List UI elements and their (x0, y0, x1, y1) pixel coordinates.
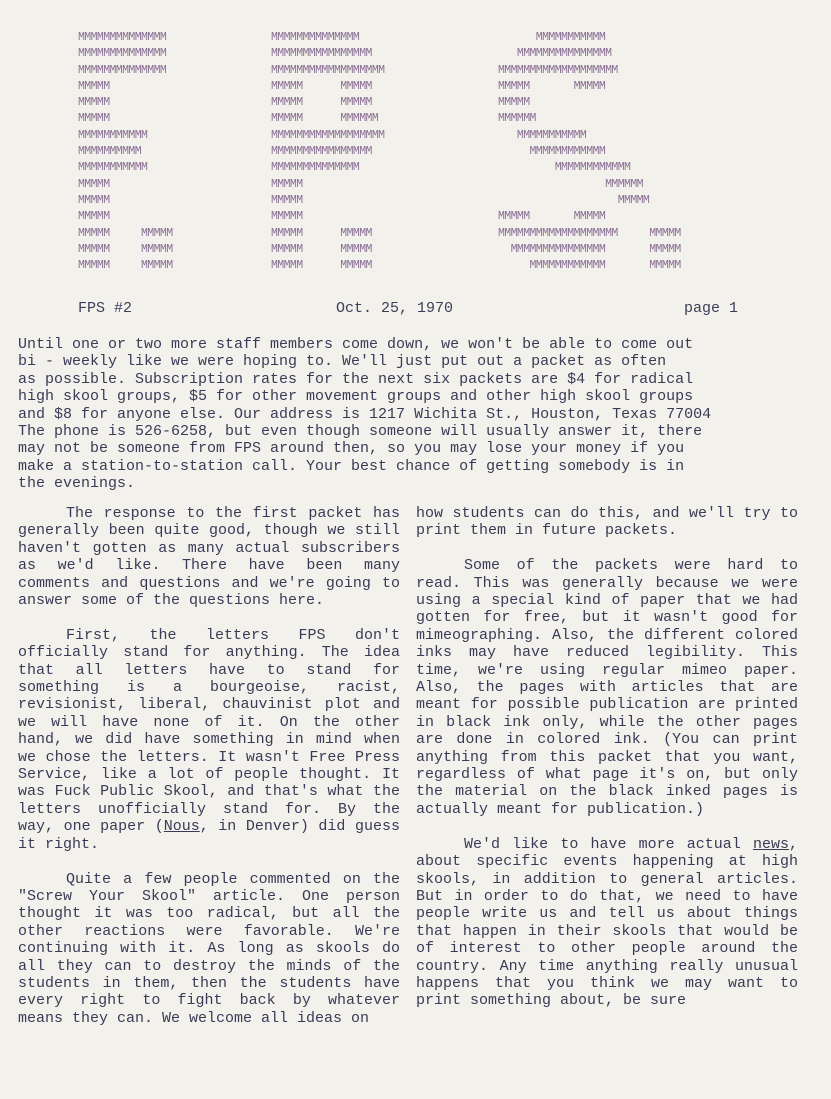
masthead-row: MMMMM (78, 79, 110, 93)
nous-paper-name: Nous (163, 818, 200, 836)
masthead-row: MMMMM MMMMM (271, 242, 372, 256)
masthead-row: MMMMM (78, 193, 110, 207)
masthead-row: MMMMMMMMMMMMMMMMMM (271, 128, 385, 142)
screw-your-skool-paragraph: Quite a few people commented on the "Screw Your Skool" article. One person thought it was too radical, but all the other reactions were favorable. We're continuing with it. As long as skools do all they can to destroy the minds of the students in them, then the students have every right to fight back by whatever means they can. We welcome all ideas on (18, 870, 400, 1027)
masthead-row: MMMMM MMMMM (271, 226, 372, 240)
news-request-paragraph (416, 836, 798, 1010)
masthead-row: MMMMM (78, 96, 110, 110)
masthead-row: MMMMMMMMMMMMMM (78, 63, 167, 77)
issue-date: Oct. 25, 1970 (336, 300, 454, 317)
intro-line: the evenings. (18, 475, 136, 493)
masthead-row: MMMMM (78, 177, 110, 191)
news-request-start: We'd like to have more actual (464, 835, 753, 853)
masthead-row: MMMMM MMMMM (498, 79, 606, 93)
intro-line: may not be someone from FPS around then, so you may lose your money if you (18, 440, 685, 458)
response-paragraph: The response to the first packet has generally been quite good, though we still haven't gotten as many actual subscribers as we'd like. There have been many comments and questions and we're going to answer some of the questions here. (18, 505, 400, 610)
news-underlined: news (752, 835, 789, 853)
masthead-row: MMMMMMMMMMMMMMMM (271, 145, 372, 159)
masthead-row: MMMMMM (498, 177, 643, 191)
masthead-row: MMMMMMMMMMMMMMM MMMMM (498, 242, 681, 256)
masthead-row: MMMMMMMMMMM (498, 128, 587, 142)
masthead-row: MMMMM (271, 210, 303, 224)
intro-line: as possible. Subscription rates for the next six packets are $4 for radical (18, 370, 694, 388)
masthead-row: MMMMMMMMMMM (78, 128, 148, 142)
paper-ink-paragraph: Some of the packets were hard to read. This was generally because we were using a special kind of paper that we had gotten for free, but it wasn't good for mimeographing. Also, the different colored inks may have reduced legibility. This time, we're using regular mimeo paper. Also, the pages with articles that are meant for possible publication are printed in black ink only, while the other pages are done in colored ink. (You can print anything from this packet that you want, regardless of what page it's on, but only the material on the black inked pages is actually meant for publication.) (416, 557, 798, 818)
fps-letters-end: , in Denver) did guess it right. (18, 818, 400, 853)
masthead-row: MMMMMMMMMMMMMM (271, 31, 360, 44)
masthead-row: MMMMMMMMMMMMMMMMMMM (498, 63, 618, 77)
intro-line: high skool groups, $5 for other movement groups and other high skool groups (18, 388, 694, 406)
intro-line: and $8 for anyone else. Our address is 1217 Wichita St., Houston, Texas 77004 (18, 405, 712, 423)
masthead-row: MMMMM (498, 96, 530, 110)
masthead-row: MMMMM MMMMM (78, 259, 173, 273)
intro-line: Until one or two more staff members come down, we won't be able to come out (18, 336, 694, 353)
masthead-row: MMMMM MMMMM (271, 96, 372, 110)
masthead-row: MMMMMMMMMM (78, 145, 142, 159)
masthead-row: MMMMM (78, 112, 110, 126)
masthead-row: MMMMM MMMMM (78, 226, 173, 240)
masthead-row: MMMMMMMMMMMM MMMMM (498, 259, 681, 273)
masthead-row: MMMMMMMMMMMMMM (78, 47, 167, 61)
masthead-row: MMMMM (78, 210, 110, 224)
masthead-row: MMMMMMMMMMMMMM (78, 31, 167, 44)
masthead-row: MMMMMMMMMMMMMMMMMMM MMMMM (498, 226, 681, 240)
masthead-row: MMMMM (271, 177, 303, 191)
masthead-row: MMMMM MMMMM (271, 259, 372, 273)
masthead-row: MMMMM MMMMMM (271, 112, 379, 126)
masthead-row: MMMMMMMMMMM (498, 31, 606, 44)
masthead-row: MMMMMMMMMMMMMMMM (271, 47, 372, 61)
news-request-end: , about specific events happening at high skools, in addition to general articles. But in order to do that, we need to have people write us and tell us about things that happen in their skools that would be of interest to other people around the country. Any time anything really unusual happens that you think we may want to print something about, be sure (416, 835, 798, 1010)
left-column (18, 505, 400, 1045)
continued-paragraph: how students can do this, and we'll try to print them in future packets. (416, 505, 798, 540)
intro-paragraph (18, 336, 808, 493)
masthead-row: MMMMMM (498, 112, 536, 126)
masthead-row: MMMMM MMMMM (271, 79, 372, 93)
fps-letters-paragraph (18, 627, 400, 853)
issue-number: FPS #2 (78, 300, 133, 317)
masthead-letter-p (271, 30, 384, 274)
masthead-row: MMMMM (498, 193, 650, 207)
intro-line: The phone is 526-6258, but even though someone will usually answer it, there (18, 423, 703, 441)
masthead-row: MMMMMMMMMMMMMMMMMM (271, 63, 385, 77)
masthead-row: MMMMMMMMMMMM (498, 145, 606, 159)
intro-line: bi - weekly like we were hoping to. We'll just put out a packet as often (18, 353, 667, 371)
masthead-row: MMMMMMMMMMMM (498, 161, 631, 175)
masthead-row: MMMMMMMMMMMMMMM (498, 47, 612, 61)
right-column (416, 505, 798, 1027)
masthead-row: MMMMM MMMMM (78, 242, 173, 256)
intro-line: make a station-to-station call. Your best chance of getting somebody is in (18, 457, 685, 475)
masthead-row: MMMMM (271, 193, 303, 207)
masthead-row: MMMMMMMMMMM (78, 161, 148, 175)
masthead-letter-s (498, 30, 681, 274)
fps-letters-text: First, the letters FPS don't officially stand for anything. The idea that all letters have to stand for something is a bourgeoise, racist, revisionist, liberal, chauvinist plot and we will have none of it. On the other hand, we did have something in mind when we chose the letters. It wasn't Free Press Service, like a lot of people thought. It was Fuck Public Skool, and that's what the letters unofficially stand for. By the way, one paper ( (18, 626, 400, 836)
masthead-row: MMMMM MMMMM (498, 210, 606, 224)
masthead-letter-f (78, 30, 173, 274)
page-number: page 1 (684, 300, 739, 317)
masthead-row: MMMMMMMMMMMMMM (271, 161, 360, 175)
